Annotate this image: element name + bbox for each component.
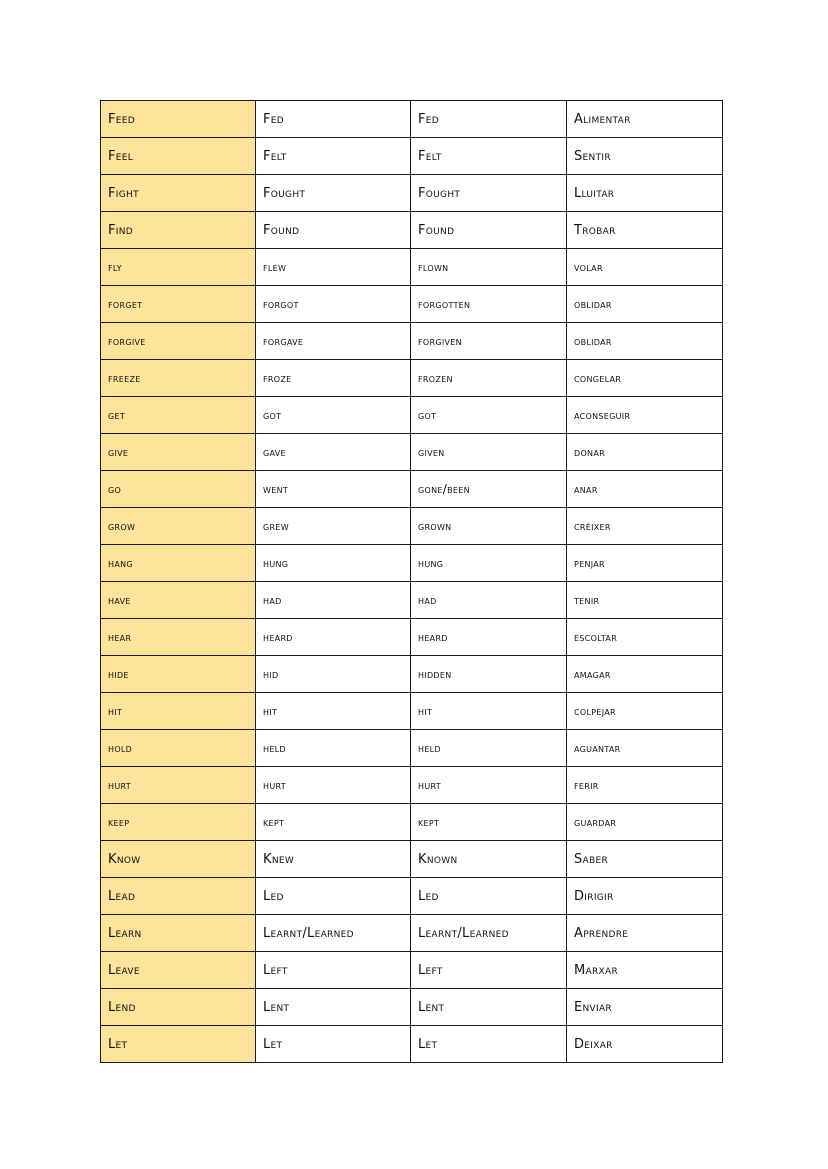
past-participle-cell: forgotten [411, 286, 567, 323]
past-simple-cell: Fed [256, 101, 411, 138]
infinitive-cell: Feel [101, 138, 256, 175]
past-participle-cell: kept [411, 804, 567, 841]
infinitive-cell: Let [101, 1026, 256, 1063]
past-simple-cell: had [256, 582, 411, 619]
translation-cell: Trobar [567, 212, 723, 249]
verb-table-body [101, 101, 723, 1063]
infinitive-cell: Lend [101, 989, 256, 1026]
table-row [101, 397, 723, 434]
table-row [101, 989, 723, 1026]
table-row [101, 101, 723, 138]
infinitive-cell: Fight [101, 175, 256, 212]
past-simple-cell: forgave [256, 323, 411, 360]
past-simple-cell: grew [256, 508, 411, 545]
past-participle-cell: flown [411, 249, 567, 286]
past-participle-cell: frozen [411, 360, 567, 397]
table-row [101, 841, 723, 878]
past-simple-cell: froze [256, 360, 411, 397]
translation-cell: aconseguir [567, 397, 723, 434]
translation-cell: donar [567, 434, 723, 471]
table-row [101, 323, 723, 360]
past-participle-cell: hidden [411, 656, 567, 693]
infinitive-cell: hang [101, 545, 256, 582]
past-participle-cell: Found [411, 212, 567, 249]
table-row [101, 656, 723, 693]
past-simple-cell: Led [256, 878, 411, 915]
past-simple-cell: gave [256, 434, 411, 471]
infinitive-cell: freeze [101, 360, 256, 397]
translation-cell: escoltar [567, 619, 723, 656]
infinitive-cell: Learn [101, 915, 256, 952]
past-participle-cell: Led [411, 878, 567, 915]
past-participle-cell: Felt [411, 138, 567, 175]
table-row [101, 508, 723, 545]
translation-cell: Alimentar [567, 101, 723, 138]
past-participle-cell: Lent [411, 989, 567, 1026]
translation-cell: oblidar [567, 286, 723, 323]
translation-cell: anar [567, 471, 723, 508]
table-row [101, 249, 723, 286]
translation-cell: tenir [567, 582, 723, 619]
past-simple-cell: held [256, 730, 411, 767]
past-participle-cell: held [411, 730, 567, 767]
table-row [101, 471, 723, 508]
translation-cell: Aprendre [567, 915, 723, 952]
infinitive-cell: have [101, 582, 256, 619]
past-simple-cell: heard [256, 619, 411, 656]
infinitive-cell: keep [101, 804, 256, 841]
table-row [101, 582, 723, 619]
infinitive-cell: hit [101, 693, 256, 730]
translation-cell: amagar [567, 656, 723, 693]
translation-cell: congelar [567, 360, 723, 397]
past-participle-cell: Known [411, 841, 567, 878]
infinitive-cell: forget [101, 286, 256, 323]
translation-cell: colpejar [567, 693, 723, 730]
translation-cell: ferir [567, 767, 723, 804]
table-row [101, 767, 723, 804]
translation-cell: volar [567, 249, 723, 286]
infinitive-cell: go [101, 471, 256, 508]
translation-cell: penjar [567, 545, 723, 582]
translation-cell: créixer [567, 508, 723, 545]
table-row [101, 619, 723, 656]
past-simple-cell: hurt [256, 767, 411, 804]
infinitive-cell: get [101, 397, 256, 434]
past-participle-cell: Fed [411, 101, 567, 138]
past-simple-cell: went [256, 471, 411, 508]
past-participle-cell: hung [411, 545, 567, 582]
translation-cell: aguantar [567, 730, 723, 767]
past-simple-cell: hung [256, 545, 411, 582]
past-participle-cell: had [411, 582, 567, 619]
past-participle-cell: hurt [411, 767, 567, 804]
table-row [101, 804, 723, 841]
past-simple-cell: Let [256, 1026, 411, 1063]
past-participle-cell: given [411, 434, 567, 471]
table-row [101, 952, 723, 989]
table-row [101, 1026, 723, 1063]
past-simple-cell: Knew [256, 841, 411, 878]
table-row [101, 360, 723, 397]
past-simple-cell: flew [256, 249, 411, 286]
past-simple-cell: Learnt/Learned [256, 915, 411, 952]
past-simple-cell: hid [256, 656, 411, 693]
past-simple-cell: hit [256, 693, 411, 730]
past-participle-cell: forgiven [411, 323, 567, 360]
past-participle-cell: gone/been [411, 471, 567, 508]
past-simple-cell: Found [256, 212, 411, 249]
irregular-verbs-table [100, 100, 723, 1063]
infinitive-cell: forgive [101, 323, 256, 360]
past-simple-cell: Fought [256, 175, 411, 212]
infinitive-cell: hurt [101, 767, 256, 804]
table-row [101, 915, 723, 952]
table-row [101, 693, 723, 730]
infinitive-cell: hold [101, 730, 256, 767]
infinitive-cell: hide [101, 656, 256, 693]
past-participle-cell: grown [411, 508, 567, 545]
past-participle-cell: Fought [411, 175, 567, 212]
past-simple-cell: kept [256, 804, 411, 841]
translation-cell: Marxar [567, 952, 723, 989]
past-simple-cell: Felt [256, 138, 411, 175]
infinitive-cell: Leave [101, 952, 256, 989]
infinitive-cell: Feed [101, 101, 256, 138]
table-row [101, 286, 723, 323]
translation-cell: Saber [567, 841, 723, 878]
infinitive-cell: grow [101, 508, 256, 545]
table-row [101, 878, 723, 915]
translation-cell: Sentir [567, 138, 723, 175]
infinitive-cell: Know [101, 841, 256, 878]
past-participle-cell: hit [411, 693, 567, 730]
infinitive-cell: Lead [101, 878, 256, 915]
past-simple-cell: got [256, 397, 411, 434]
table-row [101, 545, 723, 582]
past-simple-cell: forgot [256, 286, 411, 323]
translation-cell: Dirigir [567, 878, 723, 915]
table-row [101, 212, 723, 249]
past-participle-cell: Learnt/Learned [411, 915, 567, 952]
infinitive-cell: fly [101, 249, 256, 286]
infinitive-cell: Find [101, 212, 256, 249]
past-participle-cell: Let [411, 1026, 567, 1063]
past-participle-cell: got [411, 397, 567, 434]
past-simple-cell: Lent [256, 989, 411, 1026]
translation-cell: Lluitar [567, 175, 723, 212]
translation-cell: guardar [567, 804, 723, 841]
translation-cell: oblidar [567, 323, 723, 360]
table-row [101, 434, 723, 471]
table-row [101, 730, 723, 767]
translation-cell: Deixar [567, 1026, 723, 1063]
past-participle-cell: Left [411, 952, 567, 989]
table-row [101, 138, 723, 175]
infinitive-cell: hear [101, 619, 256, 656]
table-row [101, 175, 723, 212]
past-simple-cell: Left [256, 952, 411, 989]
past-participle-cell: heard [411, 619, 567, 656]
translation-cell: Enviar [567, 989, 723, 1026]
infinitive-cell: give [101, 434, 256, 471]
